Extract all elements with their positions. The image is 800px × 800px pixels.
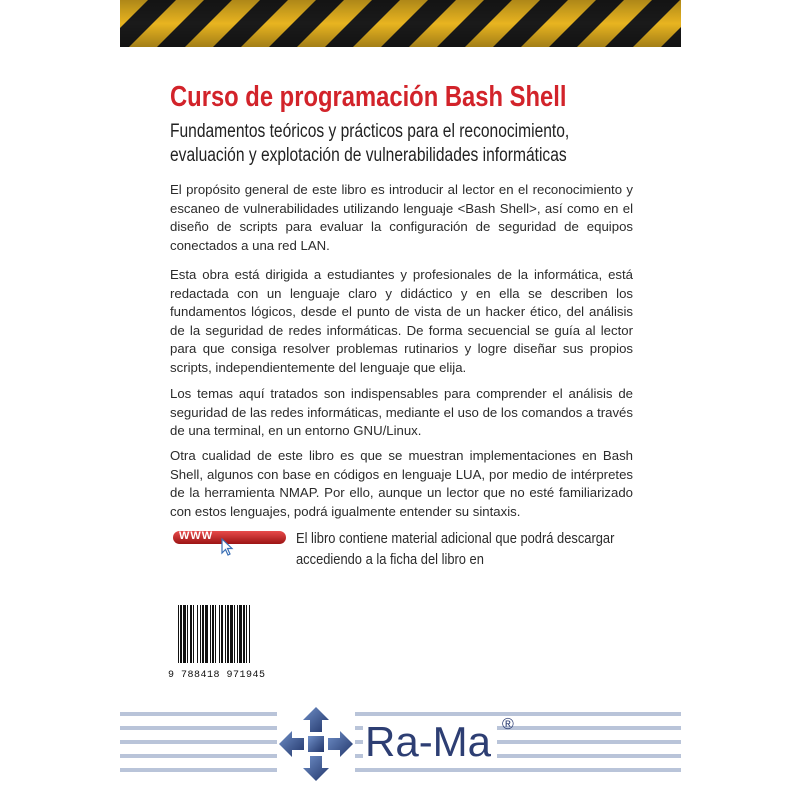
book-title: Curso de programación Bash Shell bbox=[170, 81, 567, 113]
subtitle-line: evaluación y explotación de vulnerabilidades informáticas bbox=[170, 145, 567, 166]
description-text bbox=[170, 181, 633, 532]
barcode-bar bbox=[212, 605, 214, 663]
barcode-bar bbox=[221, 605, 223, 663]
www-badge bbox=[173, 528, 286, 554]
barcode-bar bbox=[215, 605, 216, 663]
registered-mark: ® bbox=[502, 716, 514, 733]
barcode-bar bbox=[237, 605, 238, 663]
paragraph: Los temas aquí tratados son indispensables para comprender el análisis de seguridad de las redes informáticas, mediante el uso de los comandos a través de una terminal, en un entorno GNU/Linux. bbox=[170, 386, 633, 439]
note-line: El libro contiene material adicional que podrá descargar bbox=[296, 530, 615, 547]
barcode-bar bbox=[219, 605, 220, 663]
barcode-bar bbox=[193, 605, 194, 663]
cursor-arrow-icon bbox=[220, 538, 234, 556]
www-label: WWW bbox=[179, 530, 214, 542]
barcode-bar bbox=[210, 605, 211, 663]
barcode-bar bbox=[178, 605, 179, 663]
barcode-bar bbox=[205, 605, 208, 663]
hazard-stripe-banner bbox=[120, 0, 681, 47]
note-line: accediendo a la ficha del libro en bbox=[296, 551, 484, 568]
barcode-bar bbox=[239, 605, 242, 663]
ra-ma-logo-icon bbox=[277, 705, 355, 783]
barcode-bar bbox=[197, 605, 198, 663]
barcode-bar bbox=[202, 605, 204, 663]
stripe-line bbox=[120, 712, 681, 716]
isbn-barcode bbox=[168, 605, 290, 683]
barcode-bar bbox=[225, 605, 226, 663]
barcode-bar bbox=[190, 605, 192, 663]
stripe-line bbox=[120, 768, 681, 772]
publisher-name: Ra-Ma bbox=[363, 718, 497, 766]
isbn-number: 9 788418 971945 bbox=[168, 670, 266, 681]
barcode-bar bbox=[249, 605, 250, 663]
barcode-bar bbox=[200, 605, 201, 663]
barcode-bar bbox=[180, 605, 182, 663]
paragraph: Esta obra está dirigida a estudiantes y profesionales de la informática, está redactada con un lenguaje claro y didáctico y en ella se describen los fundamentos lógicos, desde el punto de vista de un hacker ético, del análisis de la seguridad de redes informáticas. De forma secuencial se guía al lector para que consiga resolver problemas rutinarios y logre diseñar sus propios scripts, independientemente del lenguaje que elija. bbox=[170, 267, 633, 375]
barcode-bar bbox=[227, 605, 229, 663]
barcode-bars bbox=[178, 605, 286, 669]
additional-material-note bbox=[296, 528, 615, 570]
barcode-bar bbox=[183, 605, 186, 663]
barcode-bar bbox=[230, 605, 233, 663]
subtitle-line: Fundamentos teóricos y prácticos para el reconocimiento, bbox=[170, 121, 570, 142]
barcode-bar bbox=[243, 605, 245, 663]
book-subtitle bbox=[170, 120, 629, 168]
barcode-bar bbox=[187, 605, 188, 663]
paragraph: El propósito general de este libro es introducir al lector en el reconocimiento y escaneo de vulnerabilidades utilizando lenguaje <Bash Shell>, así como en el diseño de scripts para evaluar la configuración de seguridad de equipos conectados a una red LAN. bbox=[170, 182, 633, 253]
book-back-cover bbox=[120, 0, 681, 800]
barcode-bar bbox=[234, 605, 235, 663]
barcode-bar bbox=[246, 605, 247, 663]
paragraph: Otra cualidad de este libro es que se muestran implementaciones en Bash Shell, algunos con base en códigos en lenguaje LUA, por medio de intérpretes de la herramienta NMAP. Por ello, aunque un lector que no esté familiarizado con estos lenguajes, podrá igualmente entender su sintaxis. bbox=[170, 448, 633, 519]
